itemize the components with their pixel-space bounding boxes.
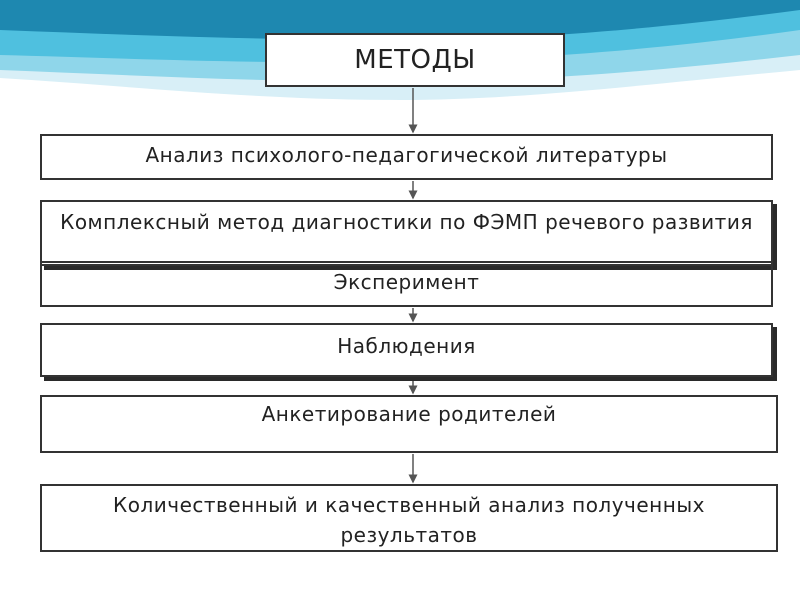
step-box-parent-survey: [40, 395, 778, 453]
step-4-text: Наблюдения: [337, 334, 476, 358]
step-1-text: Анализ психолого-педагогической литературы: [145, 143, 668, 167]
step-2-text: Комплексный метод диагностики по ФЭМП речевого развития: [60, 210, 753, 234]
step-box-results-analysis: [40, 484, 778, 552]
step-box-observations: [40, 323, 773, 377]
step-5-text: Анкетирование родителей: [261, 402, 557, 426]
step-3-text: Эксперимент: [333, 270, 480, 294]
methods-title-box: [265, 33, 565, 87]
step-box-experiment: [40, 261, 773, 307]
methods-title-text: МЕТОДЫ: [354, 45, 476, 75]
step-box-complex-diagnostics: [40, 200, 773, 266]
step-6-text: Количественный и качественный анализ полученных результатов: [113, 493, 705, 547]
step-box-literature-analysis: [40, 134, 773, 180]
